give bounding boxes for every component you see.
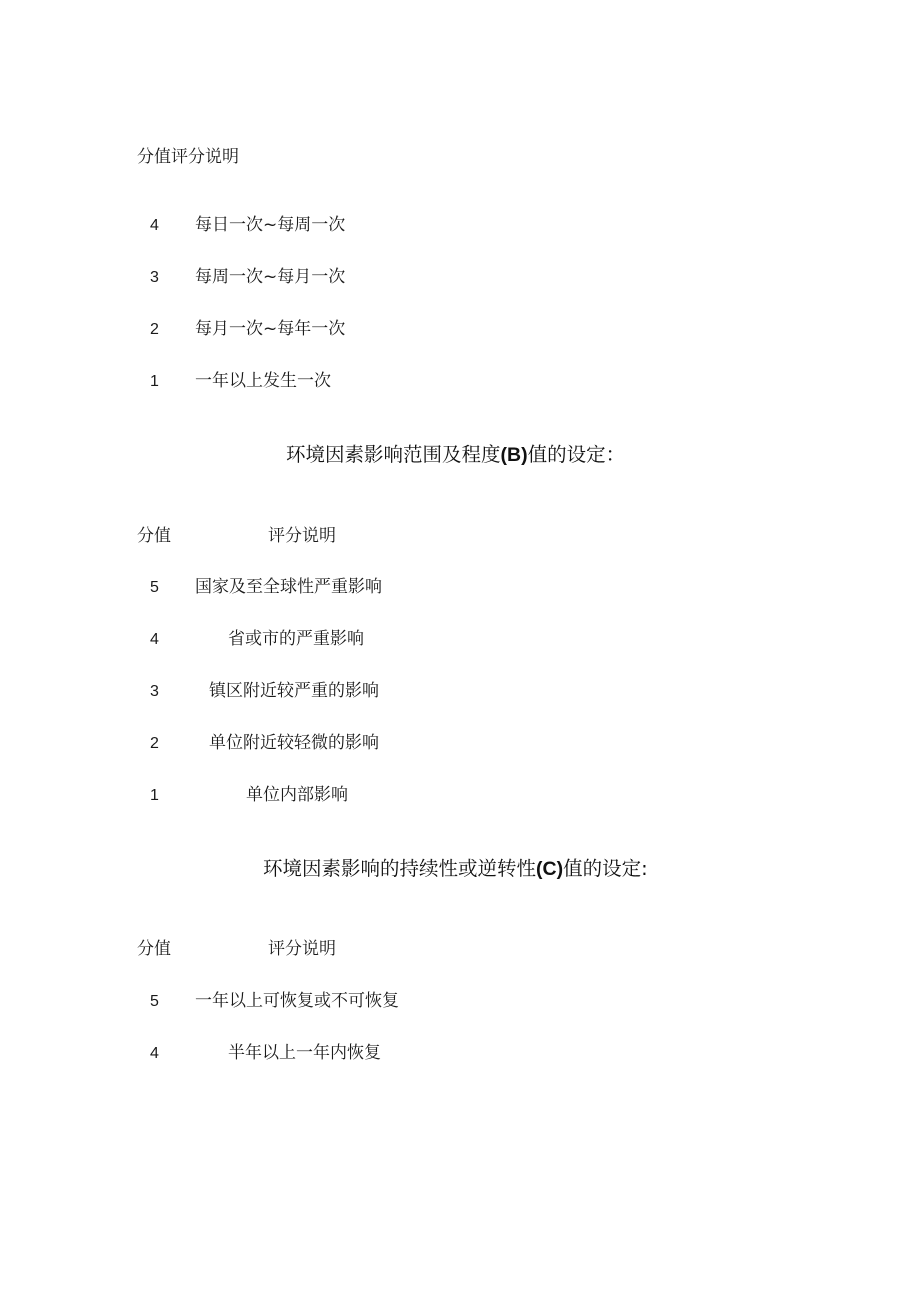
section-b-row-desc: 单位内部影响: [246, 785, 348, 805]
section-b-header-desc: 评分说明: [268, 526, 336, 546]
section-a-row-score: 4: [150, 217, 159, 234]
section-b-heading-text: 环境因素影响范围及程度: [286, 443, 501, 466]
section-b-header-score: 分值: [137, 526, 171, 546]
section-a-row-desc: 每日一次~每周一次: [195, 215, 346, 235]
section-b-row-desc: 国家及至全球性严重影响: [195, 577, 382, 597]
section-b-row-score: 5: [150, 579, 159, 596]
section-c-row-desc: 半年以上一年内恢复: [228, 1043, 381, 1063]
section-b-heading: [286, 442, 625, 468]
section-b-heading-code: (B): [500, 444, 528, 466]
section-a-row-desc: 一年以上发生一次: [195, 371, 331, 391]
section-c-heading-text: 环境因素影响的持续性或逆转性: [263, 857, 537, 880]
section-a-row-desc: 每周一次~每月一次: [195, 267, 346, 287]
section-c-heading-suffix: 值的设定:: [563, 857, 648, 880]
section-a-row-score: 2: [150, 321, 159, 338]
section-a-row-desc: 每月一次~每年一次: [195, 319, 346, 339]
section-b-row-desc: 镇区附近较严重的影响: [209, 681, 379, 701]
section-c-header-desc: 评分说明: [268, 939, 336, 959]
section-b-row-score: 1: [150, 787, 159, 804]
section-b-heading-suffix: 值的设定：: [527, 443, 626, 466]
section-c-header-score: 分值: [137, 939, 171, 959]
section-b-row-score: 3: [150, 683, 159, 700]
section-b-row-desc: 省或市的严重影响: [228, 629, 364, 649]
section-a-row-score: 3: [150, 269, 159, 286]
section-c-heading-code: (C): [536, 858, 564, 880]
section-a-header: 分值评分说明: [137, 147, 239, 167]
section-b-row-score: 2: [150, 735, 159, 752]
section-b-row-score: 4: [150, 631, 159, 648]
section-c-heading: [263, 856, 648, 882]
section-c-row-desc: 一年以上可恢复或不可恢复: [195, 991, 399, 1011]
section-c-row-score: 5: [150, 993, 159, 1010]
section-c-row-score: 4: [150, 1045, 159, 1062]
section-b-row-desc: 单位附近较轻微的影响: [209, 733, 379, 753]
section-a-row-score: 1: [150, 373, 159, 390]
